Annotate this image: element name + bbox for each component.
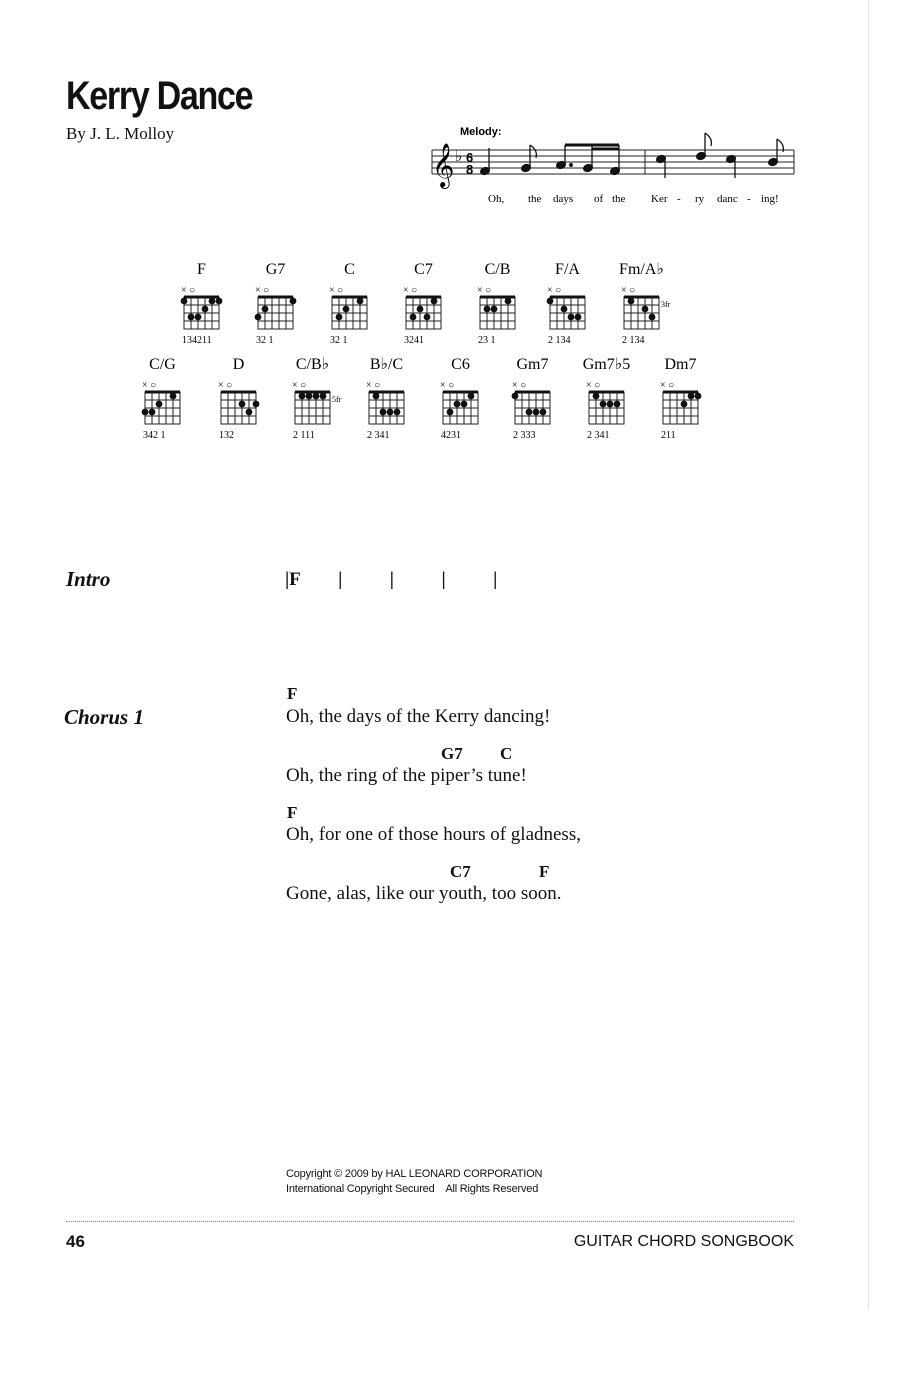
finger-dot xyxy=(600,401,607,408)
finger-dot xyxy=(320,393,327,400)
chord-diagram xyxy=(181,261,223,346)
time-signature-top: 6 xyxy=(466,150,474,165)
string-marker: × ○ xyxy=(547,285,562,296)
chord-fingering: 2 111 xyxy=(293,430,315,441)
finger-dot xyxy=(188,314,195,321)
melody-syllable: ing! xyxy=(761,193,779,205)
chord-diagram-name: C7 xyxy=(414,261,433,278)
finger-dot xyxy=(505,298,512,305)
chord-diagram xyxy=(329,261,367,346)
chord-diagram-name: Fm/A♭ xyxy=(619,261,664,278)
chord-diagram xyxy=(512,356,550,441)
finger-dot xyxy=(491,306,498,313)
finger-dot xyxy=(431,298,438,305)
flat-key-signature-icon: ♭ xyxy=(455,147,463,165)
finger-dot xyxy=(561,306,568,313)
chord-symbol: F xyxy=(539,862,550,881)
finger-dot xyxy=(607,401,614,408)
chord-symbol: C xyxy=(500,744,513,763)
string-marker: × ○ xyxy=(218,380,233,391)
finger-dot xyxy=(142,409,149,416)
chord-diagram xyxy=(142,356,180,441)
chord-diagram-name: C/B♭ xyxy=(295,356,330,373)
chord-diagram xyxy=(218,356,259,441)
chord-symbol: G7 xyxy=(441,744,463,763)
finger-dot xyxy=(512,393,519,400)
chord-diagram-name: D xyxy=(232,356,245,373)
string-marker: × ○ xyxy=(512,380,527,391)
fret-position: 5fr xyxy=(332,395,342,404)
finger-dot xyxy=(336,314,343,321)
chord-diagram xyxy=(366,356,404,441)
intro-label: Intro xyxy=(66,567,111,591)
chord-symbol: C7 xyxy=(450,862,471,881)
chorus-label: Chorus 1 xyxy=(64,705,144,729)
chord-fingering: 2 341 xyxy=(587,430,610,441)
chord-symbol: F xyxy=(287,684,298,703)
chord-diagram xyxy=(403,261,441,346)
finger-dot xyxy=(246,409,253,416)
finger-dot xyxy=(357,298,364,305)
string-marker: × ○ xyxy=(477,285,492,296)
finger-dot xyxy=(299,393,306,400)
lyric-line: Oh, for one of those hours of gladness, xyxy=(286,824,581,845)
chord-diagram-name: B♭/C xyxy=(369,356,404,373)
finger-dot xyxy=(695,393,702,400)
chord-diagram xyxy=(547,261,585,346)
finger-dot xyxy=(526,409,533,416)
melody-syllable: Oh, xyxy=(488,193,505,205)
chord-diagram xyxy=(440,356,478,441)
chord-fingering: 342 1 xyxy=(143,430,166,441)
chord-diagram xyxy=(660,356,701,441)
finger-dot xyxy=(202,306,209,313)
time-signature-bottom: 8 xyxy=(466,162,474,177)
chord-diagram-name: C/G xyxy=(149,356,176,373)
finger-dot xyxy=(484,306,491,313)
finger-dot xyxy=(373,393,380,400)
finger-dot xyxy=(454,401,461,408)
lyric-line: Oh, the days of the Kerry dancing! xyxy=(286,706,551,727)
chord-fingering: 211 xyxy=(661,430,676,441)
finger-dot xyxy=(313,393,320,400)
finger-dot xyxy=(688,393,695,400)
string-marker: × ○ xyxy=(292,380,307,391)
chord-diagram-name: F xyxy=(197,261,206,278)
copyright-line: International Copyright Secured All Rights Reserved xyxy=(286,1183,539,1195)
chord-diagram-name: C xyxy=(344,261,355,278)
string-marker: × ○ xyxy=(586,380,601,391)
chord-fingering: 23 1 xyxy=(478,335,496,346)
chord-fingering: 2 341 xyxy=(367,430,390,441)
melody-syllable: the xyxy=(612,193,626,205)
melody-label: Melody: xyxy=(460,126,502,138)
finger-dot xyxy=(628,298,635,305)
finger-dot xyxy=(239,401,246,408)
finger-dot xyxy=(181,298,188,305)
melody-lyrics xyxy=(488,193,779,205)
chord-diagram-name: Gm7♭5 xyxy=(582,356,631,373)
finger-dot xyxy=(593,393,600,400)
finger-dot xyxy=(343,306,350,313)
chord-diagram-name: G7 xyxy=(265,261,286,278)
string-marker: × ○ xyxy=(329,285,344,296)
finger-dot xyxy=(417,306,424,313)
chord-fingering: 2 333 xyxy=(513,430,536,441)
finger-dot xyxy=(216,298,223,305)
finger-dot xyxy=(649,314,656,321)
finger-dot xyxy=(540,409,547,416)
finger-dot xyxy=(255,314,262,321)
chord-diagram-name: F/A xyxy=(555,261,580,278)
chord-fingering: 134211 xyxy=(182,335,212,346)
string-marker: × ○ xyxy=(621,285,636,296)
melody-syllable: - xyxy=(677,193,681,205)
finger-dot xyxy=(447,409,454,416)
finger-dot xyxy=(547,298,554,305)
chord-fingering: 2 134 xyxy=(548,335,571,346)
melody-syllable: - xyxy=(747,193,751,205)
chord-diagram-name: C6 xyxy=(451,356,470,373)
chord-fingering: 32 1 xyxy=(256,335,274,346)
finger-dot xyxy=(681,401,688,408)
chord-fingering: 132 xyxy=(219,430,234,441)
finger-dot xyxy=(195,314,202,321)
footer-rule xyxy=(66,1221,794,1222)
chord-fingering: 3241 xyxy=(404,335,424,346)
melody-syllable: Ker xyxy=(651,193,668,205)
finger-dot xyxy=(149,409,156,416)
string-marker: × ○ xyxy=(660,380,675,391)
page-number: 46 xyxy=(66,1232,85,1251)
chord-diagram-name: Dm7 xyxy=(664,356,697,373)
string-marker: × ○ xyxy=(403,285,418,296)
book-title: GUITAR CHORD SONGBOOK xyxy=(573,1233,794,1250)
melody-staff xyxy=(428,118,800,214)
finger-dot xyxy=(575,314,582,321)
finger-dot xyxy=(290,298,297,305)
byline: By J. L. Molloy xyxy=(66,124,175,143)
finger-dot xyxy=(394,409,401,416)
melody-syllable: ry xyxy=(695,193,705,205)
chord-diagram-name: Gm7 xyxy=(516,356,549,373)
string-marker: × ○ xyxy=(255,285,270,296)
chord-diagram xyxy=(583,356,631,441)
finger-dot xyxy=(614,401,621,408)
melody-syllable: danc xyxy=(717,193,738,205)
string-marker: × ○ xyxy=(440,380,455,391)
chord-diagrams xyxy=(0,250,900,450)
chord-diagram xyxy=(477,261,515,346)
finger-dot xyxy=(306,393,313,400)
finger-dot xyxy=(533,409,540,416)
finger-dot xyxy=(156,401,163,408)
intro-bars: |F | | | | xyxy=(285,569,498,590)
string-marker: × ○ xyxy=(366,380,381,391)
finger-dot xyxy=(424,314,431,321)
treble-clef-icon: 𝄞 xyxy=(432,143,455,187)
chord-fingering: 2 134 xyxy=(622,335,645,346)
chord-fingering: 4231 xyxy=(441,430,461,441)
chord-fingering: 32 1 xyxy=(330,335,348,346)
finger-dot xyxy=(262,306,269,313)
lyric-line: Oh, the ring of the piper’s tune! xyxy=(286,765,527,786)
fret-position: 3fr xyxy=(661,300,671,309)
finger-dot xyxy=(468,393,475,400)
copyright-line: Copyright © 2009 by HAL LEONARD CORPORATION xyxy=(286,1168,543,1180)
chord-diagram xyxy=(292,356,342,441)
finger-dot xyxy=(253,401,260,408)
finger-dot xyxy=(387,409,394,416)
finger-dot xyxy=(568,314,575,321)
chord-diagram xyxy=(255,261,297,346)
finger-dot xyxy=(380,409,387,416)
finger-dot xyxy=(410,314,417,321)
finger-dot xyxy=(461,401,468,408)
melody-syllable: days xyxy=(553,193,574,205)
chord-diagram-name: C/B xyxy=(484,261,511,278)
finger-dot xyxy=(642,306,649,313)
lyric-line: Gone, alas, like our youth, too soon. xyxy=(286,883,562,904)
chord-diagram xyxy=(619,261,671,346)
melody-syllable: the xyxy=(528,193,542,205)
string-marker: × ○ xyxy=(142,380,157,391)
song-title: Kerry Dance xyxy=(66,74,253,118)
finger-dot xyxy=(170,393,177,400)
finger-dot xyxy=(209,298,216,305)
page-edge xyxy=(868,0,869,1310)
melody-syllable: of xyxy=(594,193,604,205)
string-marker: × ○ xyxy=(181,285,196,296)
chord-symbol: F xyxy=(287,803,298,822)
